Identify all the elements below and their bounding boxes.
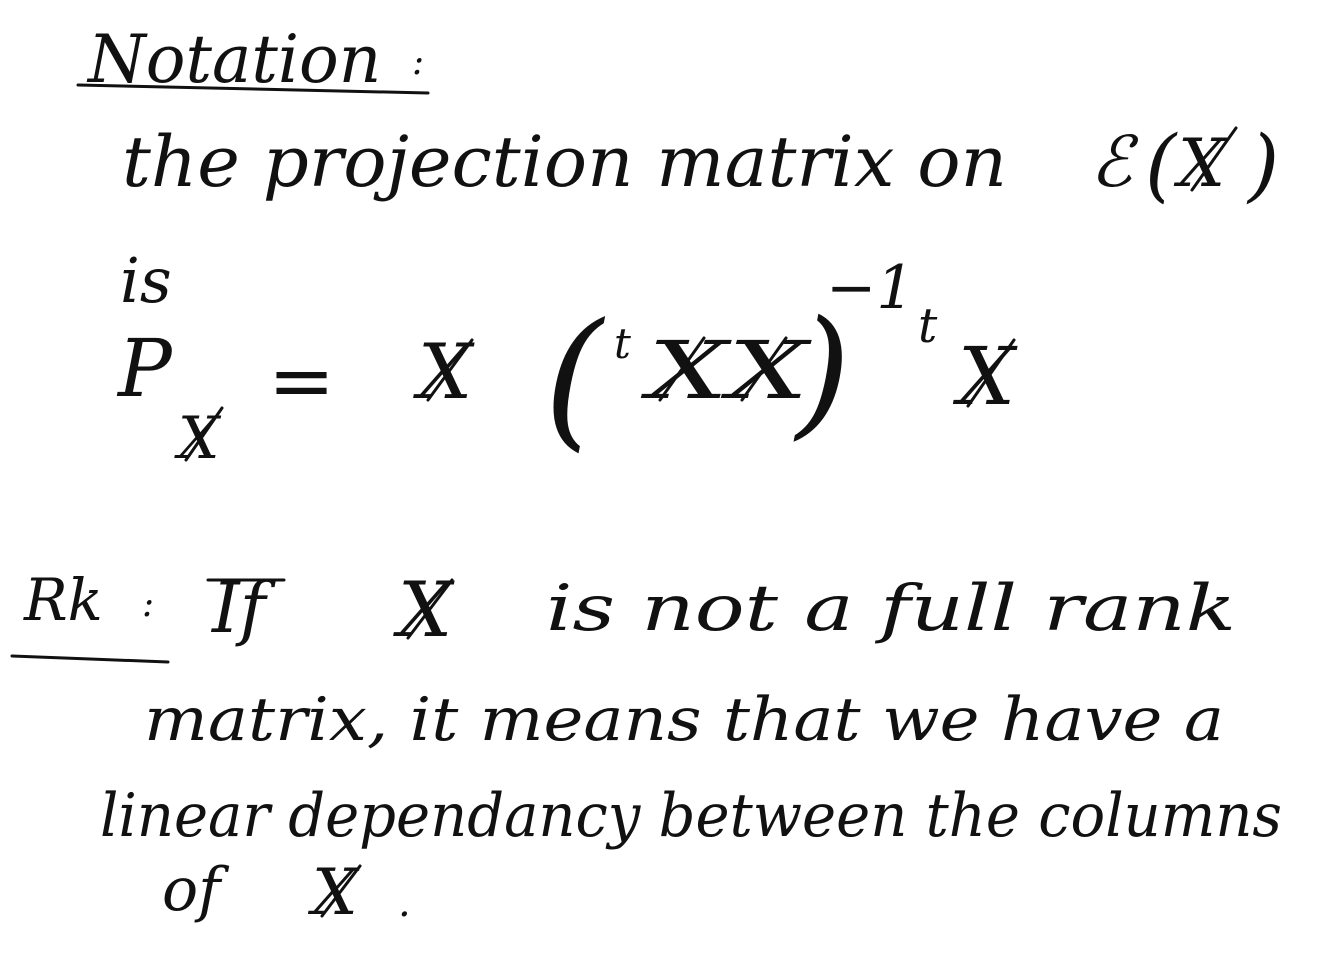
formula-xx: XX [639,324,813,417]
space-close-paren: ) [1248,118,1280,211]
heading-notation: Notation [88,21,382,98]
formula-x1: X [418,327,473,416]
line2-text: is [120,244,172,317]
formula-lhs-sub: X [178,404,220,472]
formula-x2: X [958,330,1015,423]
remark-line4-var: X [312,856,358,930]
remark-line2: matrix, it means that we have a [144,685,1224,755]
space-symbol: ℰ [1090,121,1133,203]
formula-exponent: −1 [826,253,915,323]
remark-line3: linear dependancy between the columns [100,781,1282,851]
formula-close-paren: ) [796,291,851,454]
formula-equals: = [268,334,336,427]
formula-lhs: P [118,322,172,415]
space-var: X [1178,125,1225,202]
heading-colon: : [412,42,425,83]
remark-if: If [212,567,266,649]
formula-transpose-2: t [918,298,938,354]
remark-label: Rk [24,566,103,634]
remark-var: X [398,565,453,654]
remark-colon: : [142,584,155,625]
formula-open-paren: ( [544,292,603,466]
space-open-paren: ( [1145,118,1177,211]
remark-of: of [162,855,221,925]
remark-line1-rest: is not a full rank [546,572,1236,646]
remark-line4-end: . [398,880,411,926]
line1-text: the projection matrix on [122,121,1007,203]
formula-transpose-1: t [614,319,631,368]
remark-underline [12,656,168,662]
